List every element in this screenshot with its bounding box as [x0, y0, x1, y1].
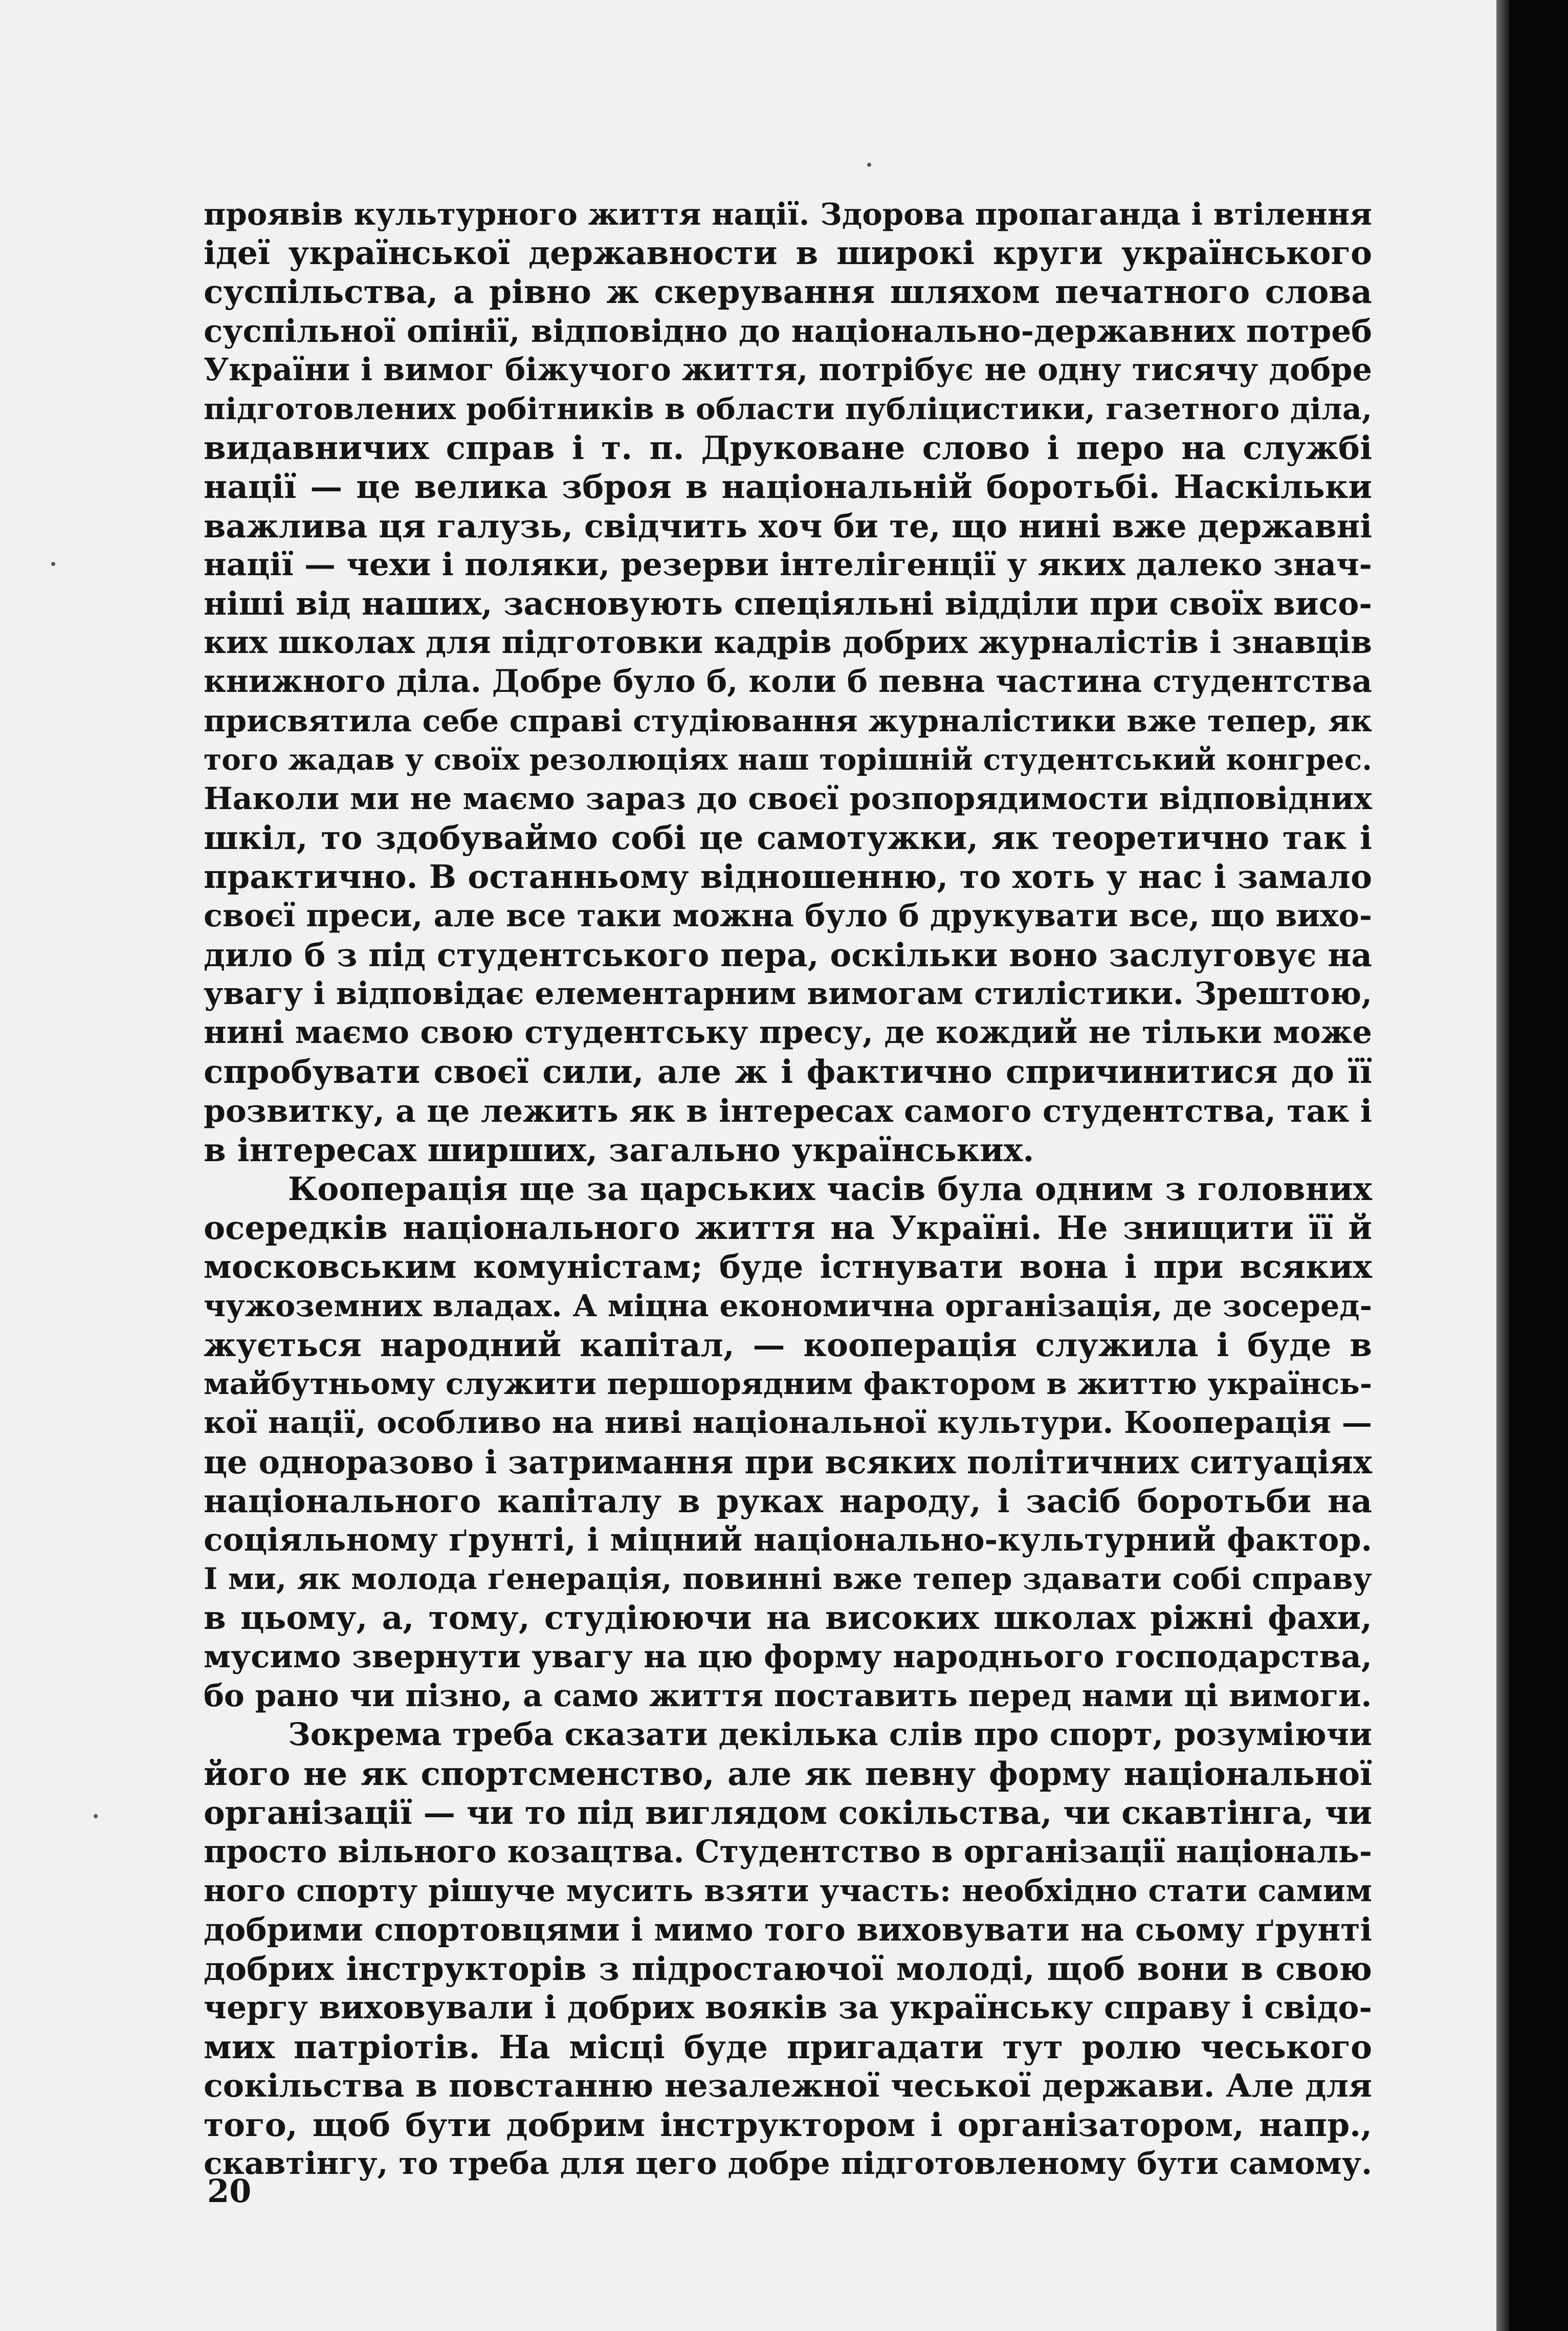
text-line: суспільної опінії, відповідно до національно-державних потреб [204, 312, 1372, 350]
text-line: І ми, як молода ґенерація, повинні вже тепер здавати собі справу [204, 1561, 1372, 1597]
text-line: чергу виховували і добрих вояків за українську справу і свідо- [204, 1989, 1372, 2027]
text-line: ідеї української державности в широкі круги українського [204, 234, 1372, 272]
text-line: добрих інструкторів з підростаючої молоді, щоб вони в свою [204, 1950, 1372, 1988]
text-line: спробувати своєї сили, але ж і фактично спричинитися до її [204, 1053, 1372, 1091]
text-line: майбутньому служити першорядним фактором в життю українсь- [204, 1366, 1372, 1402]
text-line: розвитку, а це лежить як в інтересах самого студентства, так і [204, 1092, 1372, 1129]
text-line: видавничих справ і т. п. Друковане слово і перо на службі [204, 429, 1372, 467]
text-line: добрими спортовцями і мимо того виховувати на сьому ґрунті [204, 1910, 1372, 1948]
text-line: це одноразово і затримання при всяких політичних ситуаціях [204, 1443, 1372, 1481]
page-number: 20 [207, 2172, 252, 2210]
text-line: підготовлених робітників в области публіцистики, газетного діла, [204, 391, 1372, 427]
text-line: Наколи ми не маємо зараз до своєї розпорядимости відповідних [204, 781, 1372, 817]
text-line: ніші від наших, засновують спеціяльні відділи при своїх висо- [204, 585, 1372, 623]
text-line: в інтересах ширших, загально українських. [204, 1130, 1034, 1169]
text-line: того, щоб бути добрим інструктором і організатором, напр., [204, 2105, 1372, 2144]
text-line: ких школах для підготовки кадрів добрих журналістів і знавців [204, 624, 1372, 661]
text-line: осередків національного життя на Україні. Не знищити її й [204, 1209, 1372, 1247]
scan-speck [867, 163, 871, 167]
text-line: кої нації, особливо на ниві національної культури. Кооперація — [204, 1405, 1372, 1441]
paragraph-sport [204, 1715, 1372, 2183]
text-line: чужоземних владах. А міцна економична організація, де зосеред- [204, 1288, 1372, 1323]
text-line: Кооперація ще за царських часів була одним з головних [288, 1170, 1372, 1208]
text-line: книжного діла. Добре було б, коли б певна частина студентства [204, 663, 1372, 700]
text-line: організації — чи то під виглядом сокільства, чи скавтінга, чи [204, 1794, 1372, 1832]
text-line: сокільства в повстанню незалежної чеської держави. Але для [204, 2066, 1372, 2104]
text-line: його не як спортсменство, але як певну форму національної [204, 1755, 1372, 1793]
text-line: Зокрема треба сказати декілька слів про спорт, розуміючи [288, 1716, 1372, 1753]
scanner-background [1509, 0, 1568, 2331]
page-edge-shadow [1496, 0, 1509, 2331]
text-line: шкіл, то здобуваймо собі це самотужки, як теоретично так і [204, 819, 1372, 857]
body-text [204, 194, 1372, 2183]
text-line: суспільства, а рівно ж скерування шляхом печатного слова [204, 273, 1372, 311]
scan-speck [94, 1814, 98, 1818]
text-line: мусимо звернути увагу на цю форму народнього господарства, [204, 1638, 1372, 1675]
text-line: московським комуністам; буде істнувати вона і при всяких [204, 1248, 1372, 1286]
text-line: просто вільного козацтва. Студентство в організації національ- [204, 1833, 1372, 1870]
text-line: мих патріотів. На місці буде пригадати тут ролю чеського [204, 2028, 1372, 2066]
text-line: своєї преси, але все таки можна було б друкувати все, що вихо- [204, 897, 1372, 934]
text-line: проявів культурного життя нації. Здорова пропаганда і втілення [204, 196, 1372, 232]
text-line: національного капіталу в руках народу, і засіб боротьби на [204, 1482, 1372, 1520]
scan-speck [51, 562, 55, 566]
text-line: увагу і відповідає елементарним вимогам стилістики. Зрештою, [204, 976, 1372, 1012]
text-line: важлива ця галузь, свідчить хоч би те, що нині вже державні [204, 507, 1372, 545]
text-line: практично. В останньому відношенню, то хоть у нас і замало [204, 858, 1372, 896]
text-line: жується народний капітал, — кооперація служила і буде в [204, 1325, 1372, 1364]
text-line: того жадав у своїх резолюціях наш торішній студентський конгрес. [204, 743, 1372, 777]
text-line: України і вимог біжучого життя, потрібує не одну тисячу добре [204, 351, 1372, 388]
text-line: присвятила себе справі студіювання журналістики вже тепер, як [204, 703, 1372, 738]
text-line: соціяльному ґрунті, і міцний національно-культурний фактор. [204, 1520, 1372, 1558]
paragraph-cooperation [204, 1169, 1372, 1715]
text-line: нації — чехи і поляки, резерви інтелігенції у яких далеко знач- [204, 546, 1372, 583]
paragraph-journalism [204, 194, 1372, 1169]
text-line: ного спорту рішуче мусить взяти участь: необхідно стати самим [204, 1872, 1372, 1909]
text-line: дило б з під студентського пера, оскільки воно заслуговує на [204, 935, 1372, 974]
text-line: нації — це велика зброя в національній боротьбі. Наскільки [204, 468, 1372, 506]
text-line: бо рано чи пізно, а само життя поставить перед нами ці вимоги. [204, 1678, 1372, 1714]
text-line: в цьому, а, тому, студіюючи на високих школах ріжні фахи, [204, 1599, 1372, 1637]
text-line: скавтінгу, то треба для цего добре підготовленому бути самому. [204, 2146, 1372, 2182]
text-line: нині маємо свою студентську пресу, де кождий не тільки може [204, 1014, 1372, 1051]
